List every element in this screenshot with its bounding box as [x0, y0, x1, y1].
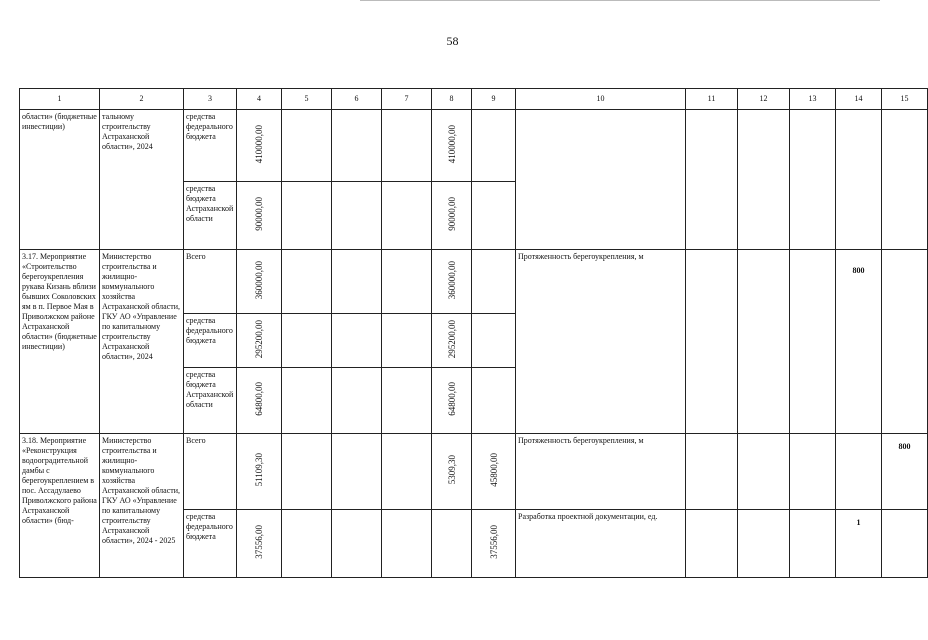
empty-cell: [282, 368, 332, 434]
empty-cell: [332, 314, 382, 368]
table-row: [20, 110, 928, 182]
empty-cell: [472, 368, 516, 434]
amount-text: 90000,00: [446, 197, 457, 231]
header-cell: 8: [432, 89, 472, 110]
empty-cell: [282, 434, 332, 510]
header-cell: 10: [516, 89, 686, 110]
amount-cell: [432, 314, 472, 368]
empty-cell: [382, 250, 432, 314]
amount-text: 64800,00: [254, 382, 264, 416]
amount-text: 410000,00: [254, 124, 264, 164]
source-cell: средства бюджета Астраханской области: [184, 182, 237, 250]
empty-cell: [882, 110, 928, 250]
source-cell: средства федерального бюджета: [184, 110, 237, 182]
amount-text: 45800,00: [488, 453, 499, 487]
empty-cell: [382, 314, 432, 368]
empty-cell: [790, 434, 836, 510]
empty-cell: [332, 510, 382, 578]
amount-text: 90000,00: [254, 197, 264, 231]
amount-cell: [432, 182, 472, 250]
amount-cell: [472, 510, 516, 578]
empty-cell: [332, 368, 382, 434]
empty-cell: [382, 434, 432, 510]
amount-cell: [237, 434, 282, 510]
activity-cell: 3.17. Мероприятие «Строительство берегоукрепления рукава Кизань вблизи бывших Соколовских ям в п. Первое Мая в Приволжском районе Астраханской области» (бюджетные инвестиции): [20, 250, 100, 434]
empty-cell: [472, 110, 516, 182]
source-cell: Всего: [184, 250, 237, 314]
header-cell: 13: [790, 89, 836, 110]
page-number: 58: [446, 34, 459, 48]
empty-cell: [332, 110, 382, 182]
empty-cell: [790, 250, 836, 434]
amount-text: 5309,30: [446, 455, 457, 485]
empty-cell: [282, 510, 332, 578]
empty-cell: [686, 510, 738, 578]
amount-cell: [237, 314, 282, 368]
activity-cell: 3.18. Мероприятие «Реконструкция водооградительной дамбы с берегоукреплением в пос. Ассадулаево Приволжского района Астраханской области» (бюд-: [20, 434, 100, 578]
empty-cell: [472, 250, 516, 314]
empty-cell: [332, 250, 382, 314]
executor-cell: тальному строительству Астраханской области», 2024: [100, 110, 184, 250]
empty-cell: [686, 250, 738, 434]
indicator-cell: Протяженность берегоукрепления, м: [516, 250, 686, 434]
table-row: [20, 250, 928, 314]
amount-cell: [432, 434, 472, 510]
amount-text: 51109,30: [254, 453, 264, 487]
amount-cell: [432, 368, 472, 434]
amount-cell: [432, 110, 472, 182]
table-row: [20, 434, 928, 510]
source-cell: Всего: [184, 434, 237, 510]
header-cell: 9: [472, 89, 516, 110]
empty-cell: [790, 510, 836, 578]
empty-cell: [382, 368, 432, 434]
program-table: [19, 88, 928, 578]
indicator-cell: [516, 110, 686, 250]
empty-cell: [382, 510, 432, 578]
amount-text: 360000,00: [446, 260, 457, 300]
amount-cell: [237, 510, 282, 578]
empty-cell: [738, 110, 790, 250]
empty-cell: [282, 250, 332, 314]
amount-cell: [237, 182, 282, 250]
empty-cell: [472, 314, 516, 368]
executor-cell: Министерство строительства и жилищно-коммунального хозяйства Астраханской области, ГКУ АО «Управление по капитальному строительству Астраханской области», 2024: [100, 250, 184, 434]
amount-cell: [237, 368, 282, 434]
amount-text: 295200,00: [254, 319, 264, 359]
header-cell: 15: [882, 89, 928, 110]
empty-cell: [382, 110, 432, 182]
header-row: [20, 89, 928, 110]
indicator-value-cell: 1: [836, 510, 882, 578]
header-cell: 2: [100, 89, 184, 110]
activity-cell: области» (бюджетные инвестиции): [20, 110, 100, 250]
header-cell: 3: [184, 89, 237, 110]
empty-cell: [882, 510, 928, 578]
empty-cell: [432, 510, 472, 578]
amount-text: 37556,00: [254, 525, 264, 559]
indicator-cell: Протяженность берегоукрепления, м: [516, 434, 686, 510]
empty-cell: [738, 434, 790, 510]
empty-cell: [790, 110, 836, 250]
amount-text: 360000,00: [254, 260, 264, 300]
indicator-value-cell: 800: [836, 250, 882, 434]
indicator-cell: Разработка проектной документации, ед.: [516, 510, 686, 578]
header-cell: 7: [382, 89, 432, 110]
empty-cell: [472, 182, 516, 250]
amount-text: 64800,00: [446, 382, 457, 416]
amount-text: 410000,00: [446, 124, 457, 164]
empty-cell: [282, 182, 332, 250]
empty-cell: [686, 110, 738, 250]
source-cell: средства бюджета Астраханской области: [184, 368, 237, 434]
empty-cell: [836, 110, 882, 250]
empty-cell: [882, 250, 928, 434]
empty-cell: [332, 182, 382, 250]
source-cell: средства федерального бюджета: [184, 510, 237, 578]
header-cell: 1: [20, 89, 100, 110]
header-cell: 6: [332, 89, 382, 110]
empty-cell: [382, 182, 432, 250]
empty-cell: [738, 510, 790, 578]
amount-cell: [432, 250, 472, 314]
header-cell: 11: [686, 89, 738, 110]
indicator-value-cell: 800: [882, 434, 928, 510]
empty-cell: [332, 434, 382, 510]
header-cell: 14: [836, 89, 882, 110]
header-cell: 5: [282, 89, 332, 110]
executor-cell: Министерство строительства и жилищно-коммунального хозяйства Астраханской области, ГКУ АО «Управление по капитальному строительству Астраханской области», 2024 - 2025: [100, 434, 184, 578]
amount-cell: [472, 434, 516, 510]
top-rule: [360, 0, 880, 1]
header-cell: 12: [738, 89, 790, 110]
empty-cell: [836, 434, 882, 510]
amount-cell: [237, 250, 282, 314]
amount-cell: [237, 110, 282, 182]
empty-cell: [282, 314, 332, 368]
empty-cell: [282, 110, 332, 182]
empty-cell: [738, 250, 790, 434]
amount-text: 295200,00: [446, 319, 457, 359]
header-cell: 4: [237, 89, 282, 110]
amount-text: 37556,00: [488, 525, 499, 559]
empty-cell: [686, 434, 738, 510]
source-cell: средства федерального бюджета: [184, 314, 237, 368]
